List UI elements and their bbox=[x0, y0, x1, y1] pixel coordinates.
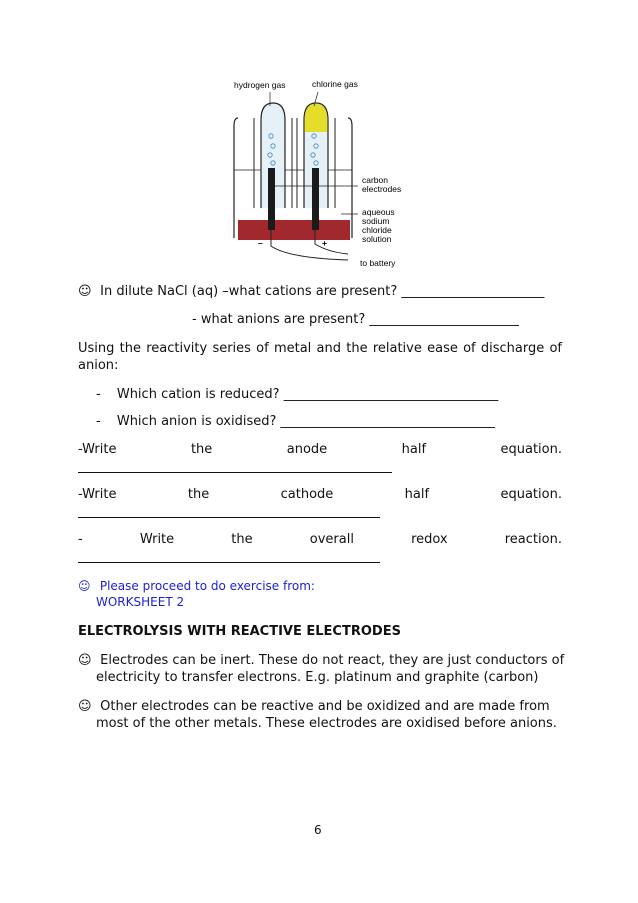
smiley-icon: ☺ bbox=[78, 653, 92, 668]
bullet-cation-text: Which cation is reduced? _________________________________ bbox=[116, 387, 499, 402]
answer-line-overall bbox=[78, 562, 380, 563]
word: reaction. bbox=[504, 532, 562, 547]
word: - bbox=[78, 532, 83, 547]
minus-sign: – bbox=[258, 238, 263, 248]
reactive-electrodes-line2: most of the other metals. These electrodes are oxidised before anions. bbox=[96, 716, 557, 731]
cathode-electrode bbox=[268, 168, 275, 230]
question-cations-text: In dilute NaCl (aq) –what cations are present? ______________________ bbox=[100, 284, 545, 299]
word: equation. bbox=[500, 487, 562, 502]
beaker-base bbox=[238, 220, 350, 240]
beaker-left-wall bbox=[234, 118, 238, 238]
word: equation. bbox=[500, 442, 562, 457]
label-chloride: chloride bbox=[362, 225, 392, 235]
chlorine-gas-fill bbox=[305, 104, 328, 132]
word: -Write bbox=[78, 442, 117, 457]
page-number: 6 bbox=[314, 823, 322, 837]
reactivity-paragraph-line1: Using the reactivity series of metal and the relative ease of discharge of bbox=[78, 341, 562, 356]
section-heading: ELECTROLYSIS WITH REACTIVE ELECTRODES bbox=[78, 624, 401, 639]
inert-electrodes-point bbox=[78, 653, 564, 668]
worksheet-instruction: Please proceed to do exercise from: bbox=[99, 579, 315, 593]
label-aqueous: aqueous bbox=[362, 207, 395, 217]
label-sodium: sodium bbox=[362, 216, 390, 226]
reactive-electrodes-line1: Other electrodes can be reactive and be oxidized and are made from bbox=[100, 699, 550, 714]
word: the bbox=[231, 532, 253, 547]
smiley-icon: ☺ bbox=[78, 284, 92, 299]
write-overall-line bbox=[78, 532, 562, 547]
word: overall bbox=[309, 532, 354, 547]
label-carbon: carbon bbox=[362, 175, 388, 185]
word: redox bbox=[411, 532, 448, 547]
inert-electrodes-line2: electricity to transfer electrons. E.g. platinum and graphite (carbon) bbox=[96, 670, 539, 685]
write-anode-line bbox=[78, 442, 562, 457]
label-hydrogen-gas: hydrogen gas bbox=[234, 80, 286, 90]
label-chlorine-gas: chlorine gas bbox=[312, 79, 358, 89]
word: the bbox=[190, 442, 213, 457]
question-cations bbox=[78, 284, 544, 299]
bullet-anion-oxidised bbox=[96, 414, 495, 429]
question-anions: - what anions are present? _______________________ bbox=[192, 312, 519, 327]
electrolysis-diagram bbox=[228, 78, 428, 272]
bullet-anion-text: Which anion is oxidised? _________________________________ bbox=[116, 414, 496, 429]
word: half bbox=[401, 442, 427, 457]
answer-line-cathode bbox=[78, 517, 380, 518]
inert-electrodes-line1: Electrodes can be inert. These do not react, they are just conductors of bbox=[100, 653, 565, 668]
reactivity-paragraph-line2: anion: bbox=[78, 358, 119, 373]
answer-line-anode bbox=[78, 472, 392, 473]
plus-sign: + bbox=[322, 238, 327, 248]
word: the bbox=[187, 487, 210, 502]
write-cathode-line bbox=[78, 487, 562, 502]
word: half bbox=[404, 487, 430, 502]
worksheet-name: WORKSHEET 2 bbox=[96, 595, 185, 609]
smiley-icon: ☺ bbox=[78, 579, 91, 593]
anode-electrode bbox=[312, 168, 319, 230]
reactive-electrodes-point bbox=[78, 699, 550, 714]
word: cathode bbox=[280, 487, 334, 502]
word: Write bbox=[139, 532, 175, 547]
word: anode bbox=[286, 442, 328, 457]
label-to-battery: to battery bbox=[360, 258, 396, 268]
bullet-cation-reduced bbox=[96, 387, 498, 402]
bullet-dash: - bbox=[96, 414, 101, 429]
worksheet-reference bbox=[78, 579, 315, 593]
bullet-dash: - bbox=[96, 387, 101, 402]
smiley-icon: ☺ bbox=[78, 699, 92, 714]
word: -Write bbox=[78, 487, 117, 502]
label-electrodes: electrodes bbox=[362, 184, 402, 194]
label-solution: solution bbox=[362, 234, 392, 244]
